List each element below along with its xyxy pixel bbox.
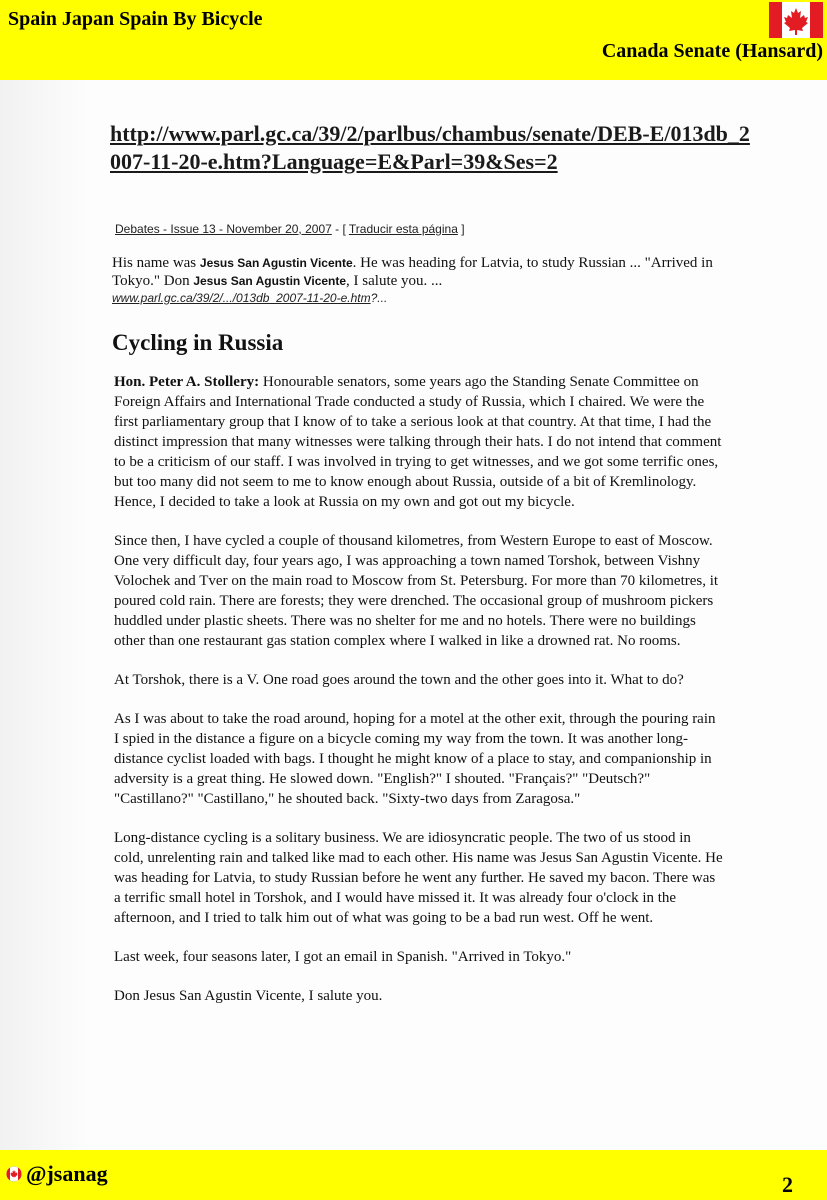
paragraph-1-text: Honourable senators, some years ago the Standing Senate Committee on Foreign Affairs and International Trade conducted a study of Russia, which I chaired. We were the first parliamentary group that I know of to take a serious look at that country. At that time, I had the distinct impression that many witnesses were talking through their hats. I do not intend that comment to be a criticism of our staff. I was involved in trying to get witnesses, and we got some terrific ones, but too many did not seem to me to know enough about Russia, outside of a bit of Kremlinology. Hence, I decided to take a look at Russia on my own and got out my bicycle. bbox=[114, 374, 722, 510]
paragraph-5: Long-distance cycling is a solitary business. We are idiosyncratic people. The two of us stood in cold, unrelenting rain and talked like mad to each other. His name was Jesus San Agustin Vicente. He was heading for Latvia, to study Russian before he went any further. He saved my bacon. There was a terrific small hotel in Torshok, and I would have missed it. It was already four o'clock in the afternoon, and I tried to talk him out of what was going to be a bad run west. Off he went. bbox=[114, 830, 723, 926]
debates-separator: - [ bbox=[331, 222, 349, 236]
section-heading: Cycling in Russia bbox=[112, 330, 284, 355]
debates-end: ] bbox=[457, 222, 465, 236]
debates-line bbox=[115, 222, 465, 236]
header-title: Spain Japan Spain By Bicycle bbox=[8, 8, 263, 30]
search-snippet bbox=[112, 254, 722, 290]
paragraph-4: As I was about to take the road around, hoping for a motel at the other exit, through the pouring rain I spied in the distance a figure on a bicycle coming my way from the town. It was another long-distance cyclist loaded with bags. I thought he might know of a place to stay, and companionship in adversity is a great thing. He slowed down. "English?" I shouted. "Français?" "Deutsch?" "Castillano?" "Castillano," he shouted back. "Sixty-two days from Zaragosa." bbox=[114, 711, 716, 807]
page-number: 2 bbox=[782, 1172, 793, 1197]
snippet-name-1: Jesus San Agustin Vicente bbox=[199, 256, 353, 270]
snippet-text-1: His name was bbox=[112, 255, 200, 271]
article-body bbox=[114, 372, 724, 1025]
snippet-text-2: . He was heading for Latvia, to study Russian ... "Arrived in Tokyo." Don bbox=[112, 255, 713, 289]
paragraph-3: At Torshok, there is a V. One road goes around the town and the other goes into it. What to do? bbox=[114, 672, 684, 688]
paragraph-6: Last week, four seasons later, I got an email in Spanish. "Arrived in Tokyo." bbox=[114, 949, 572, 965]
document-page bbox=[0, 80, 827, 1150]
canada-flag-icon bbox=[769, 2, 823, 38]
source-url-link[interactable]: http://www.parl.gc.ca/39/2/parlbus/chambus/senate/DEB-E/013db_2007-11-20-e.htm?Language=E&Parl=39&Ses=2 bbox=[110, 121, 750, 174]
snippet-url-suffix: ?... bbox=[370, 291, 388, 305]
speaker-name: Hon. Peter A. Stollery: bbox=[114, 374, 260, 390]
snippet-url-link[interactable]: www.parl.gc.ca/39/2/.../013db_2007-11-20-e.htm bbox=[112, 291, 371, 305]
scan-shadow bbox=[0, 80, 90, 1150]
snippet-text-3: , I salute you. ... bbox=[346, 273, 443, 289]
footer-handle bbox=[6, 1161, 108, 1187]
debates-link[interactable]: Debates - Issue 13 - November 20, 2007 bbox=[115, 222, 332, 236]
translate-link[interactable]: Traducir esta página bbox=[348, 222, 458, 236]
snippet-url[interactable] bbox=[112, 291, 387, 305]
twitter-handle[interactable]: @jsanag bbox=[26, 1161, 108, 1186]
paragraph-7: Don Jesus San Agustin Vicente, I salute you. bbox=[114, 988, 383, 1004]
snippet-name-2: Jesus San Agustin Vicente bbox=[193, 274, 347, 288]
header-subtitle: Canada Senate (Hansard) bbox=[601, 40, 823, 62]
paragraph-1 bbox=[114, 372, 724, 512]
canada-flag-icon bbox=[6, 1166, 22, 1182]
paragraph-2: Since then, I have cycled a couple of thousand kilometres, from Western Europe to east of Moscow. One very difficult day, four years ago, I was approaching a town named Torshok, between Vishny Volochek and Tver on the main road to Moscow from St. Petersburg. For more than 70 kilometres, it poured cold rain. There are forests; they were drenched. The occasional group of mushroom pickers huddled under plastic sheets. There was no shelter for me and no hotels. There were no buildings other than one restaurant gas station complex where I walked in like a drowned rat. No rooms. bbox=[114, 533, 719, 649]
